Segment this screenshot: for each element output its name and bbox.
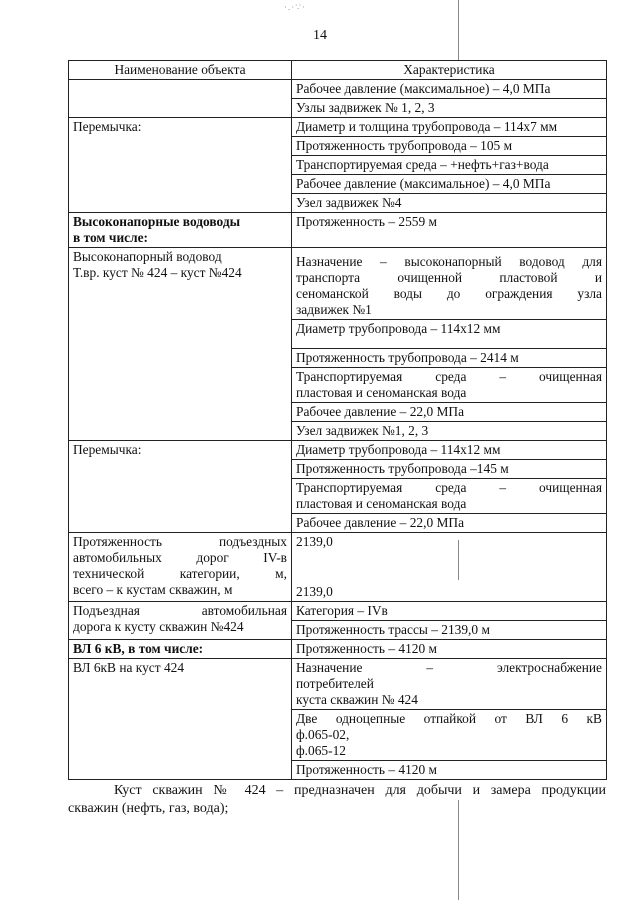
text-line: Протяженность подъездных — [73, 534, 287, 549]
value-top: 2139,0 — [296, 534, 333, 549]
text-line: куста скважин № 424 — [296, 692, 418, 707]
object-name — [69, 213, 292, 248]
object-name: Перемычка: — [69, 118, 292, 213]
table-row — [69, 659, 607, 710]
table-row — [69, 118, 607, 137]
table-row — [69, 602, 607, 621]
characteristic: Протяженность – 4120 м — [292, 640, 607, 659]
section-title: Высоконапорные водоводы — [73, 214, 241, 229]
characteristic: Узел задвижек №4 — [292, 194, 607, 213]
characteristic: Диаметр трубопровода – 114х12 мм — [292, 441, 607, 460]
characteristic: Диаметр и толщина трубопровода – 114х7 мм — [292, 118, 607, 137]
characteristic: Рабочее давление (максимальное) – 4,0 МПа — [292, 175, 607, 194]
characteristic: Категория – IVв — [292, 602, 607, 621]
header-name: Наименование объекта — [69, 61, 292, 80]
text-line: потребителей — [296, 676, 374, 691]
table-row — [69, 213, 607, 248]
paragraph-line: скважин (нефть, газ, вода); — [68, 801, 229, 816]
table-row — [69, 80, 607, 99]
characteristic — [292, 710, 607, 761]
characteristic: Рабочее давление – 22,0 МПа — [292, 403, 607, 422]
characteristic: Узлы задвижек № 1, 2, 3 — [292, 99, 607, 118]
value-bottom: 2139,0 — [296, 584, 333, 599]
characteristic: Протяженность трубопровода –145 м — [292, 460, 607, 479]
characteristic — [292, 479, 607, 514]
characteristic: Транспортируемая среда – +нефть+газ+вода — [292, 156, 607, 175]
object-name — [69, 602, 292, 640]
text-line: Назначение – электроснабжение — [296, 660, 602, 675]
characteristic — [292, 248, 607, 320]
object-name — [69, 248, 292, 441]
text-line: задвижек №1 — [296, 302, 372, 317]
paragraph-line: Куст скважин № 424 – предназначен для добычи и замера продукции — [114, 783, 606, 798]
text-line: технической категории, м, — [73, 566, 287, 581]
object-name — [69, 80, 292, 118]
object-name: ВЛ 6кВ на куст 424 — [69, 659, 292, 780]
scan-artifact: ·.·∵· — [284, 2, 306, 12]
table-row — [69, 640, 607, 659]
characteristic: Диаметр трубопровода – 114х12 мм — [292, 320, 607, 349]
text-line: Подъездная автомобильная — [73, 603, 287, 618]
text-line: транспорта очищенной пластовой и — [296, 270, 602, 285]
text-line: Две одноцепные отпайкой от ВЛ 6 кВ — [296, 711, 602, 726]
characteristic: Протяженность трубопровода – 2414 м — [292, 349, 607, 368]
characteristic: Рабочее давление – 22,0 МПа — [292, 514, 607, 533]
characteristic: Протяженность трубопровода – 105 м — [292, 137, 607, 156]
characteristic: Узел задвижек №1, 2, 3 — [292, 422, 607, 441]
text-line: Транспортируемая среда – очищенная — [296, 369, 602, 384]
characteristic — [292, 659, 607, 710]
table-row — [69, 441, 607, 460]
object-name — [69, 640, 292, 659]
text-line: Транспортируемая среда – очищенная — [296, 480, 602, 495]
object-name — [69, 533, 292, 602]
text-line: дорога к кусту скважин №424 — [73, 619, 244, 634]
page-number: 14 — [313, 28, 327, 43]
characteristics-table — [68, 60, 607, 780]
table-header-row — [69, 61, 607, 80]
section-title: ВЛ 6 кВ, в том числе: — [73, 641, 204, 656]
scan-line — [458, 0, 459, 60]
text-line: сеноманской воды до ограждения узла — [296, 286, 602, 301]
body-paragraph — [68, 782, 606, 818]
object-name-line: Высоконапорный водовод — [73, 249, 222, 264]
section-title: в том числе: — [73, 230, 149, 245]
text-line: пластовая и сеноманская вода — [296, 385, 467, 400]
characteristic: Протяженность трассы – 2139,0 м — [292, 621, 607, 640]
characteristic — [292, 368, 607, 403]
characteristic — [292, 533, 607, 602]
text-line: пластовая и сеноманская вода — [296, 496, 467, 511]
table-row — [69, 248, 607, 320]
table-row — [69, 533, 607, 602]
text-line: автомобильных дорог IV-в — [73, 550, 287, 565]
text-line: ф.065-02, — [296, 727, 350, 742]
text-line: Назначение – высоконапорный водовод для — [296, 254, 602, 269]
object-name: Перемычка: — [69, 441, 292, 533]
characteristic: Рабочее давление (максимальное) – 4,0 МПа — [292, 80, 607, 99]
object-name-line: Т.вр. куст № 424 – куст №424 — [73, 265, 242, 280]
text-line: всего – к кустам скважин, м — [73, 582, 233, 597]
text-line: ф.065-12 — [296, 743, 346, 758]
characteristic: Протяженность – 2559 м — [292, 213, 607, 248]
header-characteristic: Характеристика — [292, 61, 607, 80]
characteristic: Протяженность – 4120 м — [292, 761, 607, 780]
